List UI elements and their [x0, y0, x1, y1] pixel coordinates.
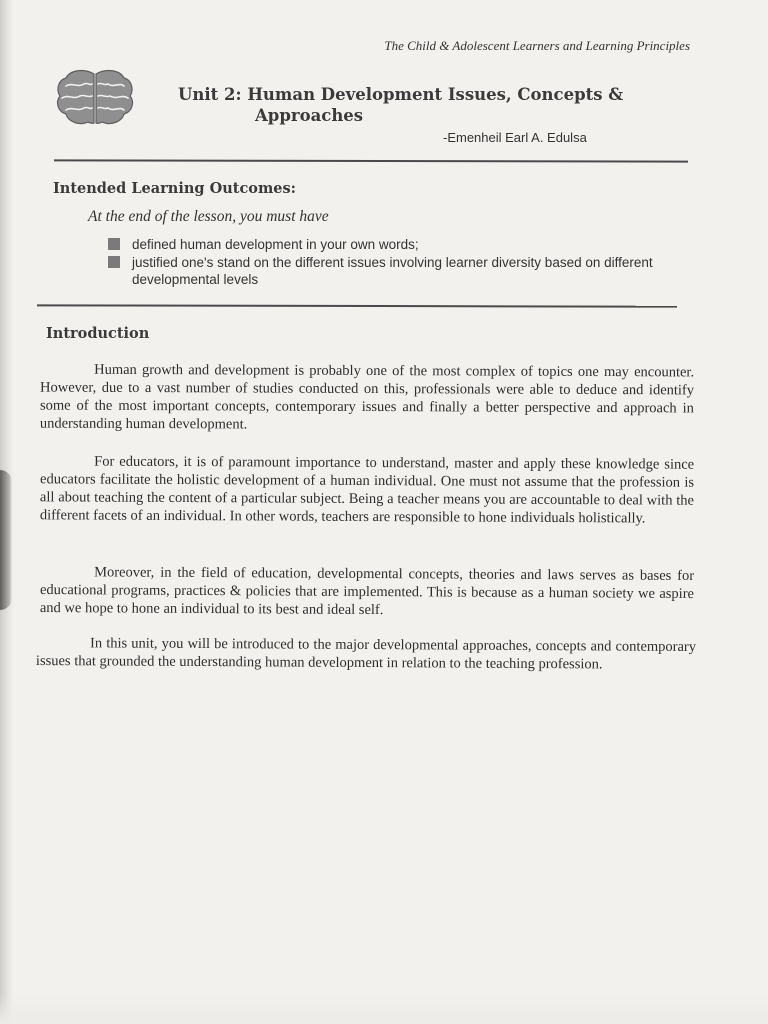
outcomes-lead: At the end of the lesson, you must have: [88, 208, 329, 225]
square-bullet-icon: [108, 256, 120, 268]
paragraph-text: For educators, it is of paramount importance to understand, master and apply these knowledge since educators facilitate the holistic development of a human individual. One must not assume that the profession is all about teaching the content of a particular subject. Being a teacher means you are accountable to deal with the different facets of an individual. In other words, teachers are responsible to hone individuals holistically.: [39, 453, 695, 527]
brain-icon: [54, 68, 136, 128]
paragraph-text: Human growth and development is probably one of the most complex of topics one may encounter. However, due to a vast number of studies conducted on this, professionals were able to deduce and identify some of the most important concepts, contemporary issues and finally a better perspective and approach in understanding human development.: [39, 361, 695, 433]
outcomes-heading: Intended Learning Outcomes:: [53, 180, 297, 197]
outcomes-list: [106, 236, 696, 289]
unit-title-line-1: Unit 2: Human Development Issues, Concepts &: [178, 85, 624, 104]
running-header: The Child & Adolescent Learners and Learning Principles: [384, 38, 690, 53]
square-bullet-icon: [108, 238, 120, 250]
page-bottom-shade: [0, 994, 768, 1024]
unit-title-line-2: Approaches: [255, 106, 364, 125]
section-divider: [37, 304, 677, 307]
author-byline: -Emenheil Earl A. Edulsa: [443, 130, 587, 145]
introduction-heading: Introduction: [46, 325, 150, 342]
outcome-item: [106, 254, 696, 288]
outcome-item: [106, 236, 696, 253]
paragraph-text: Moreover, in the field of education, developmental concepts, theories and laws serves as bases for educational programs, practices & policies that are implemented. This is because as a human society we aspire and we hope to hone an individual to its best and ideal self.: [39, 564, 695, 619]
unit-title: [178, 84, 698, 126]
intro-paragraph-1: [40, 361, 694, 436]
intro-paragraph-2: [40, 452, 694, 527]
outcome-text: defined human development in your own words;: [132, 237, 419, 252]
outcome-text: justified one's stand on the different issues involving learner diversity based on different developmental levels: [132, 255, 653, 287]
paragraph-text: In this unit, you will be introduced to the major developmental approaches, concepts and contemporary issues that grounded the understanding human development in relation to the teaching profession.: [35, 635, 697, 673]
intro-paragraph-4: [36, 634, 696, 674]
intro-paragraph-3: [40, 563, 694, 621]
scan-binding-shadow: [0, 470, 12, 610]
header-divider: [54, 159, 688, 162]
